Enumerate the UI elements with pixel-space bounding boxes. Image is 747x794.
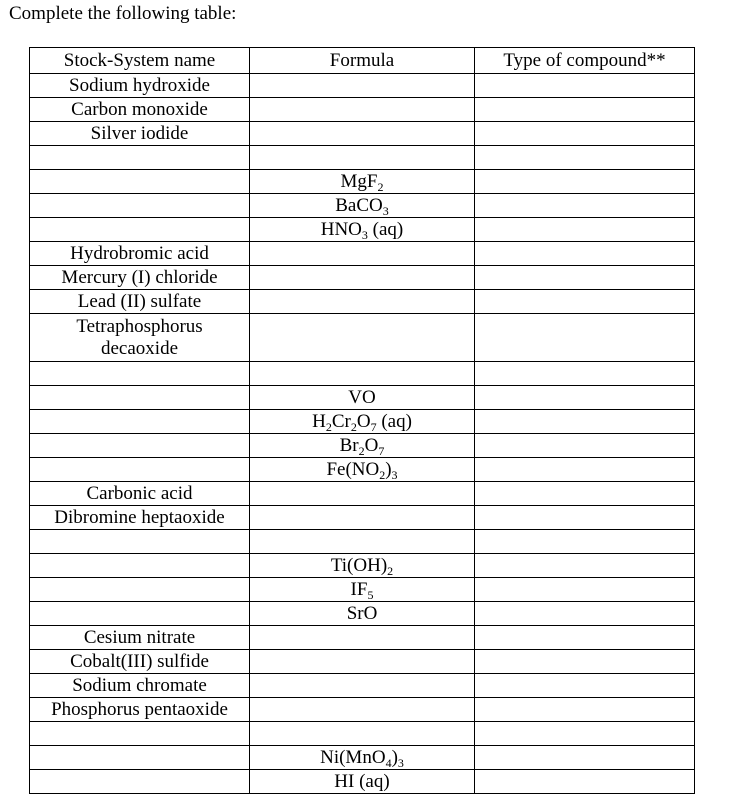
cell-formula: [250, 530, 475, 554]
cell-name: Phosphorus pentaoxide: [30, 698, 250, 722]
table-row: [30, 218, 695, 242]
cell-type[interactable]: [475, 482, 695, 506]
cell-formula: $Fe(NO_2)_3$: [250, 458, 475, 482]
compound-table: [29, 47, 695, 794]
cell-type[interactable]: [475, 602, 695, 626]
cell-name: [30, 530, 250, 554]
cell-name: [30, 722, 250, 746]
cell-type[interactable]: [475, 122, 695, 146]
table-row: [30, 386, 695, 410]
header-type: Type of compound**: [475, 48, 695, 74]
cell-formula: [250, 482, 475, 506]
cell-formula: [250, 290, 475, 314]
cell-formula: HI (aq): [250, 770, 475, 794]
cell-formula: VO: [250, 386, 475, 410]
cell-type[interactable]: [475, 722, 695, 746]
cell-formula: [250, 698, 475, 722]
table-row: [30, 482, 695, 506]
cell-type[interactable]: [475, 458, 695, 482]
cell-type[interactable]: [475, 674, 695, 698]
table-row: [30, 530, 695, 554]
cell-formula: [250, 674, 475, 698]
cell-formula: [250, 122, 475, 146]
cell-name: Sodium chromate: [30, 674, 250, 698]
table-row: [30, 578, 695, 602]
cell-name: Sodium hydroxide: [30, 74, 250, 98]
table-row: [30, 290, 695, 314]
cell-type[interactable]: [475, 266, 695, 290]
cell-formula: $H_2Cr_2O_7$ (aq): [250, 410, 475, 434]
cell-name: Tetraphosphorus decaoxide: [30, 314, 250, 362]
table-row: [30, 122, 695, 146]
cell-type[interactable]: [475, 434, 695, 458]
cell-type[interactable]: [475, 746, 695, 770]
cell-type[interactable]: [475, 770, 695, 794]
cell-formula: $IF_5$: [250, 578, 475, 602]
instruction-text: Complete the following table:: [9, 3, 237, 24]
table-row: [30, 626, 695, 650]
cell-formula: MgF$_2$: [250, 170, 475, 194]
cell-formula: $Ni(MnO_4)_3$: [250, 746, 475, 770]
table-row: [30, 770, 695, 794]
cell-name: Mercury (I) chloride: [30, 266, 250, 290]
cell-name: [30, 170, 250, 194]
cell-name: [30, 746, 250, 770]
table-row: [30, 170, 695, 194]
cell-type[interactable]: [475, 146, 695, 170]
cell-formula: SrO: [250, 602, 475, 626]
cell-name: [30, 602, 250, 626]
cell-type[interactable]: [475, 74, 695, 98]
table-row: [30, 194, 695, 218]
cell-name: [30, 458, 250, 482]
table-row: [30, 98, 695, 122]
cell-formula: $HNO_3$ (aq): [250, 218, 475, 242]
cell-name: [30, 434, 250, 458]
cell-name: Lead (II) sulfate: [30, 290, 250, 314]
cell-formula: [250, 146, 475, 170]
table-row: [30, 146, 695, 170]
cell-type[interactable]: [475, 578, 695, 602]
table-row: [30, 506, 695, 530]
cell-type[interactable]: [475, 170, 695, 194]
cell-name: [30, 194, 250, 218]
cell-formula: [250, 98, 475, 122]
cell-formula: [250, 74, 475, 98]
cell-name: Cesium nitrate: [30, 626, 250, 650]
table-row: [30, 410, 695, 434]
header-row: [30, 48, 695, 74]
cell-type[interactable]: [475, 530, 695, 554]
header-name: Stock-System name: [30, 48, 250, 74]
cell-name: [30, 770, 250, 794]
table-row: [30, 458, 695, 482]
cell-type[interactable]: [475, 314, 695, 362]
cell-formula: [250, 266, 475, 290]
cell-type[interactable]: [475, 626, 695, 650]
table-row: [30, 74, 695, 98]
table-row: [30, 674, 695, 698]
cell-name: [30, 554, 250, 578]
cell-type[interactable]: [475, 554, 695, 578]
cell-type[interactable]: [475, 242, 695, 266]
cell-name: [30, 386, 250, 410]
table-row: [30, 698, 695, 722]
cell-formula: [250, 362, 475, 386]
cell-type[interactable]: [475, 698, 695, 722]
table-row: [30, 746, 695, 770]
cell-formula: [250, 242, 475, 266]
table-row: [30, 602, 695, 626]
cell-name: [30, 578, 250, 602]
cell-type[interactable]: [475, 194, 695, 218]
cell-formula: $Ti(OH)_2$: [250, 554, 475, 578]
cell-formula: BaCO$_3$: [250, 194, 475, 218]
cell-formula: [250, 506, 475, 530]
table-row: [30, 362, 695, 386]
table-row: [30, 266, 695, 290]
cell-type[interactable]: [475, 386, 695, 410]
cell-formula: [250, 626, 475, 650]
cell-formula: [250, 650, 475, 674]
cell-name: Carbon monoxide: [30, 98, 250, 122]
cell-formula: $Br_2O_7$: [250, 434, 475, 458]
table-row: [30, 434, 695, 458]
header-formula: Formula: [250, 48, 475, 74]
table-row: [30, 722, 695, 746]
cell-formula: [250, 722, 475, 746]
cell-name: Dibromine heptaoxide: [30, 506, 250, 530]
cell-type[interactable]: [475, 410, 695, 434]
table-body: [30, 74, 695, 794]
cell-type[interactable]: [475, 290, 695, 314]
cell-name: [30, 410, 250, 434]
cell-name: Hydrobromic acid: [30, 242, 250, 266]
cell-name: [30, 362, 250, 386]
table-row: [30, 242, 695, 266]
cell-formula: [250, 314, 475, 362]
cell-type[interactable]: [475, 506, 695, 530]
cell-name: Carbonic acid: [30, 482, 250, 506]
table-row: [30, 314, 695, 362]
table-row: [30, 554, 695, 578]
table-row: [30, 650, 695, 674]
cell-name: Cobalt(III) sulfide: [30, 650, 250, 674]
cell-name: [30, 218, 250, 242]
cell-type[interactable]: [475, 362, 695, 386]
cell-type[interactable]: [475, 218, 695, 242]
cell-type[interactable]: [475, 650, 695, 674]
cell-type[interactable]: [475, 98, 695, 122]
cell-name: [30, 146, 250, 170]
cell-name: Silver iodide: [30, 122, 250, 146]
